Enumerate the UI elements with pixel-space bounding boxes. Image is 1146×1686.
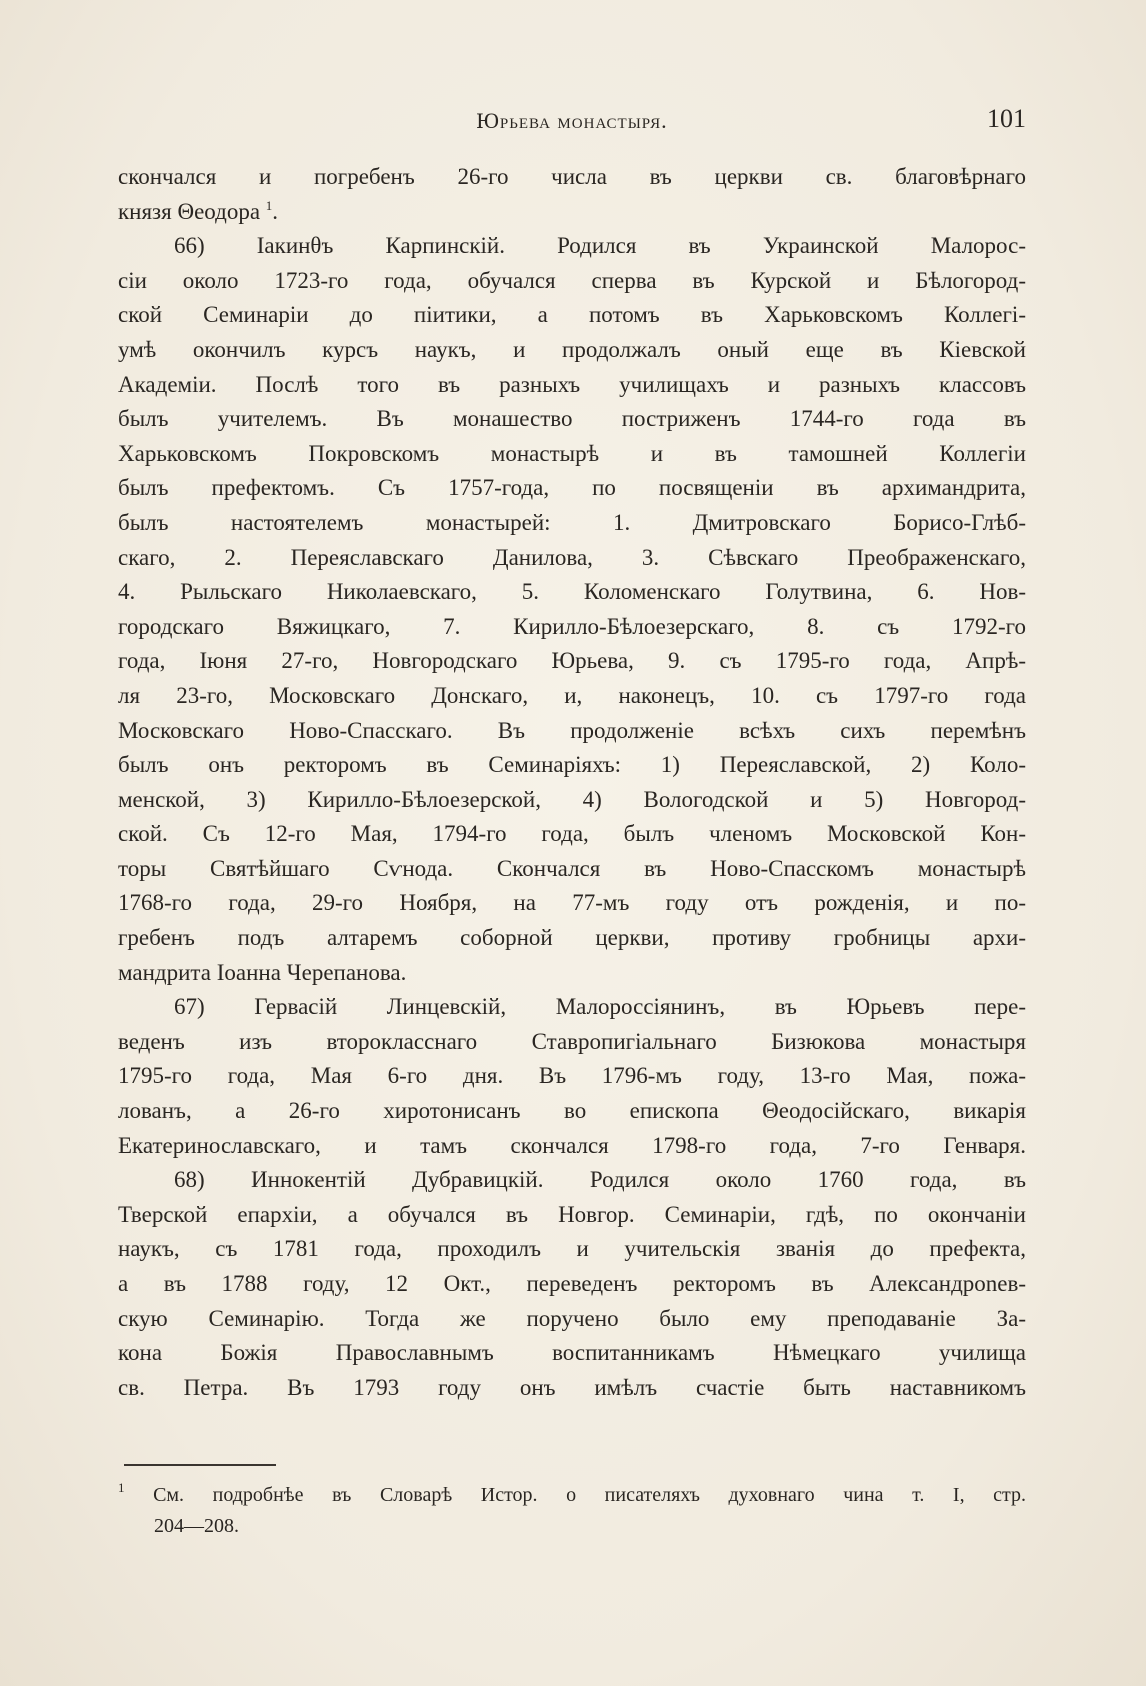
text-line: былъ учителемъ. Въ монашество постриженъ 1744-го года въ <box>118 406 1026 432</box>
footnote <box>118 1480 1026 1542</box>
text-line: менской, 3) Кирилло-Бѣлоезерской, 4) Вологодской и 5) Новгород- <box>118 786 1026 812</box>
text-line: скаго, 2. Переяславскаго Данилова, 3. Сѣвскаго Преображенскаго, <box>118 544 1026 570</box>
paragraph-68-start: 68) Иннокентій Дубравицкій. Родился около 1760 года, въ <box>174 1167 1026 1193</box>
text-line: Харьковскомъ Покровскомъ монастырѣ и въ тамошней Коллегіи <box>118 440 1026 466</box>
text-line: Московскаго Ново-Спасскаго. Въ продолженіе всѣхъ сихъ перемѣнъ <box>118 717 1026 743</box>
text-line: кона Божія Православнымъ воспитанникамъ Нѣмецкаго училища <box>118 1340 1026 1366</box>
text-line: Академіи. Послѣ того въ разныхъ училищахъ и разныхъ классовъ <box>118 371 1026 397</box>
body-text <box>118 160 1026 1405</box>
text-line: сіи около 1723-го года, обучался сперва въ Курской и Бѣлогород- <box>118 267 1026 293</box>
running-title: Юрьева монастыря. <box>476 108 668 133</box>
footnote-text: См. подробнѣе въ Словарѣ Истор. о писателяхъ духовнаго чина т. I, стр. <box>153 1484 1026 1506</box>
text-line: скую Семинарію. Тогда же поручено было ему преподаваніе За- <box>118 1305 1026 1331</box>
footnote-marker: 1 <box>118 1480 125 1495</box>
text-line: веденъ изъ второкласснаго Ставропигіальнаго Бизюкова монастыря <box>118 1028 1026 1054</box>
page-number: 101 <box>987 104 1026 133</box>
text-line: св. Петра. Въ 1793 году онъ имѣлъ счастіе быть наставникомъ <box>118 1374 1026 1400</box>
footnote-line: 204—208. <box>154 1515 239 1537</box>
text-line: торы Святѣйшаго Сѵнода. Скончался въ Ново-Спасскомъ монастырѣ <box>118 855 1026 881</box>
text-line: 1768-го года, 29-го Ноября, на 77-мъ году отъ рожденія, и по- <box>118 890 1026 916</box>
footnote-ref: 1 <box>265 197 273 213</box>
text-line: былъ префектомъ. Съ 1757-года, по посвященіи въ архимандрита, <box>118 475 1026 501</box>
text-line: умѣ окончилъ курсъ наукъ, и продолжалъ оный еще въ Кіевской <box>118 336 1026 362</box>
text-line: ской. Съ 12-го Мая, 1794-го года, былъ членомъ Московской Кон- <box>118 821 1026 847</box>
text-line: 4. Рыльскаго Николаевскаго, 5. Коломенскаго Голутвина, 6. Нов- <box>118 579 1026 605</box>
text-line: князя Θеодора $^1$. <box>118 197 279 224</box>
text-line: былъ настоятелемъ монастырей: 1. Дмитровскаго Борисо-Глѣб- <box>118 509 1026 535</box>
text-line: гребенъ подъ алтаремъ соборной церкви, противу гробницы архи- <box>118 925 1026 951</box>
page-header <box>118 104 1026 144</box>
paragraph-67-start: 67) Гервасій Линцевскій, Малороссіянинъ, въ Юрьевъ пере- <box>174 994 1026 1020</box>
text-line: лованъ, а 26-го хиротонисанъ во епископа Θеодосійскаго, викарія <box>118 1098 1026 1124</box>
text-line: Екатеринославскаго, и тамъ скончался 1798-го года, 7-го Генваря. <box>118 1132 1026 1158</box>
footnote-divider <box>124 1464 276 1466</box>
text-line: Тверской епархіи, а обучался въ Новгор. Семинаріи, гдѣ, по окончаніи <box>118 1201 1026 1227</box>
text-line: мандрита Іоанна Черепанова. <box>118 959 407 985</box>
text-line: ской Семинаріи до піитики, а потомъ въ Харьковскомъ Коллегі- <box>118 302 1026 328</box>
text-line: городскаго Вяжицкаго, 7. Кирилло-Бѣлоезерскаго, 8. съ 1792-го <box>118 613 1026 639</box>
text-line: года, Іюня 27-го, Новгородскаго Юрьева, 9. съ 1795-го года, Апрѣ- <box>118 648 1026 674</box>
text-line: 1795-го года, Мая 6-го дня. Въ 1796-мъ году, 13-го Мая, пожа- <box>118 1063 1026 1089</box>
text-line: ля 23-го, Московскаго Донскаго, и, наконецъ, 10. съ 1797-го года <box>118 682 1026 708</box>
footnote-line <box>118 1480 1026 1511</box>
text-line: а въ 1788 году, 12 Окт., переведенъ ректоромъ въ Александроnев- <box>118 1271 1026 1296</box>
paragraph-66-start: 66) Іакинθъ Карпинскій. Родился въ Украинской Малорос- <box>174 233 1026 259</box>
text-line: наукъ, съ 1781 года, проходилъ и учительскія званія до префекта, <box>118 1236 1026 1262</box>
text-line: былъ онъ ректоромъ въ Семинаріяхъ: 1) Переяславской, 2) Коло- <box>118 752 1026 778</box>
text-line: скончался и погребенъ 26-го числа въ церкви св. благовѣрнаго <box>118 164 1026 189</box>
text-fragment: князя Θеодора <box>118 198 261 224</box>
